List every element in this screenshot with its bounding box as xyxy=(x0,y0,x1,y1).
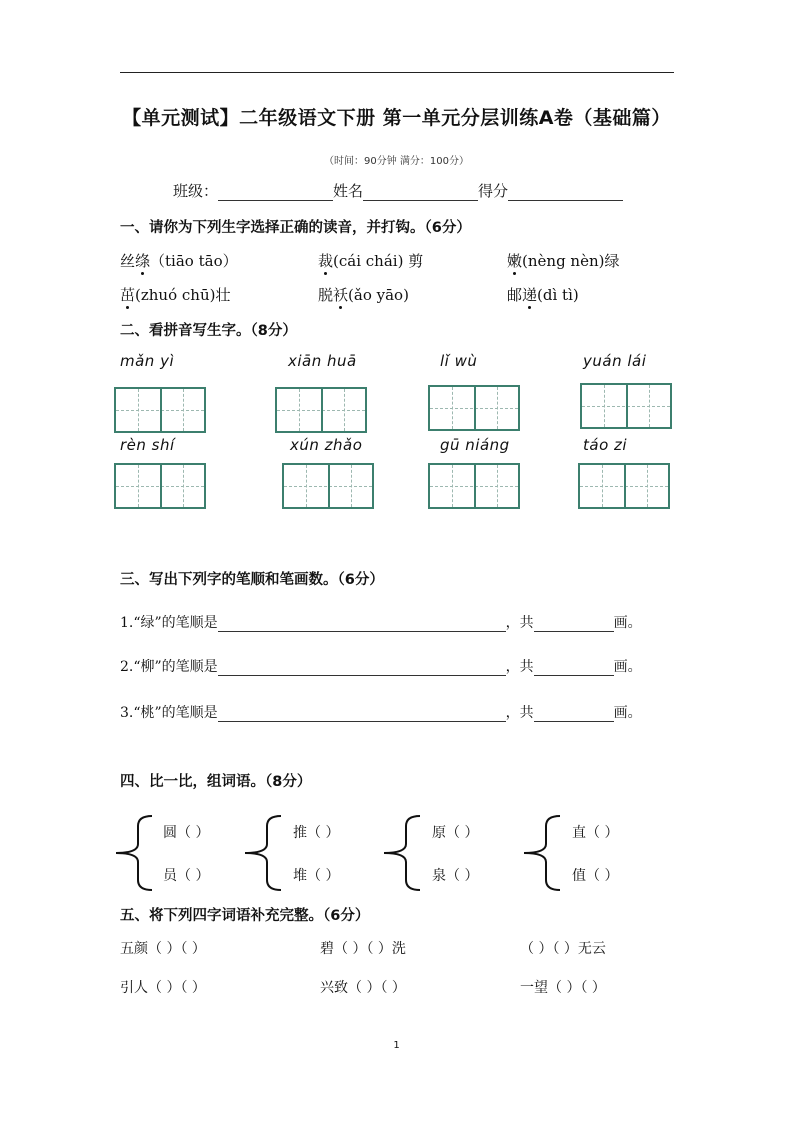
pinyin-label: lǐ wù xyxy=(440,352,478,370)
brace-icon xyxy=(241,814,291,892)
writing-grid[interactable] xyxy=(428,385,520,431)
stroke-order-item: 3.“桃”的笔顺是 ，共 画。 xyxy=(120,705,642,721)
pinyin-label: táo zi xyxy=(583,436,628,454)
pinyin-label: xún zhǎo xyxy=(290,436,363,454)
writing-grid[interactable] xyxy=(428,463,520,509)
page-number: 1 xyxy=(393,1040,400,1051)
idiom-fill-item[interactable]: 兴致（ ）（ ） xyxy=(320,980,406,996)
pinyin-label: yuán lái xyxy=(583,352,647,370)
idiom-fill-item[interactable]: （ ）（ ）无云 xyxy=(520,941,606,957)
name-label: 姓名 xyxy=(333,182,364,200)
score-blank[interactable] xyxy=(508,186,623,201)
idiom-fill-item[interactable]: 五颜（ ）（ ） xyxy=(120,941,206,957)
writing-grid[interactable] xyxy=(114,387,206,433)
name-blank[interactable] xyxy=(363,186,478,201)
stroke-count-blank[interactable] xyxy=(534,707,614,722)
section-1-heading: 一、请你为下列生字选择正确的读音，并打钩。（6分） xyxy=(120,220,471,236)
word-compare-item[interactable]: 圆（ ） xyxy=(163,825,210,841)
pinyin-label: rèn shí xyxy=(120,436,175,454)
class-blank[interactable] xyxy=(218,186,333,201)
section-5-heading: 五、将下列四字词语补充完整。（6分） xyxy=(120,908,370,924)
pinyin-label: mǎn yì xyxy=(120,352,175,370)
word-compare-item[interactable]: 值（ ） xyxy=(572,868,619,884)
brace-icon xyxy=(380,814,430,892)
writing-grid[interactable] xyxy=(578,463,670,509)
exam-meta: （时间：90分钟 满分：100分） xyxy=(324,156,469,167)
section-2-heading: 二、看拼音写生字。（8分） xyxy=(120,323,297,339)
stroke-order-blank[interactable] xyxy=(218,707,506,722)
page-title: 【单元测试】二年级语文下册 第一单元分层训练A卷（基础篇） xyxy=(122,107,671,129)
writing-grid[interactable] xyxy=(275,387,367,433)
stroke-order-blank[interactable] xyxy=(218,617,506,632)
pinyin-label: xiān huā xyxy=(288,352,357,370)
word-compare-item[interactable]: 泉（ ） xyxy=(432,868,479,884)
section-4-heading: 四、比一比，组词语。（8分） xyxy=(120,774,312,790)
writing-grid[interactable] xyxy=(114,463,206,509)
writing-grid[interactable] xyxy=(580,383,672,429)
brace-icon xyxy=(112,814,162,892)
stroke-count-blank[interactable] xyxy=(534,617,614,632)
pronunciation-item[interactable]: 脱袄(ǎo yāo) xyxy=(318,286,409,304)
word-compare-item[interactable]: 员（ ） xyxy=(163,868,210,884)
pronunciation-item[interactable]: 丝绦（tiāo tāo） xyxy=(120,252,238,270)
idiom-fill-item[interactable]: 一望（ ）（ ） xyxy=(520,980,606,996)
brace-icon xyxy=(520,814,570,892)
pronunciation-item[interactable]: 裁(cái chái) 剪 xyxy=(318,252,424,270)
word-compare-item[interactable]: 直（ ） xyxy=(572,825,619,841)
word-compare-item[interactable]: 堆（ ） xyxy=(293,868,340,884)
idiom-fill-item[interactable]: 引人（ ）（ ） xyxy=(120,980,206,996)
info-line xyxy=(173,180,623,201)
stroke-order-blank[interactable] xyxy=(218,661,506,676)
class-label: 班级： xyxy=(173,182,219,200)
stroke-order-item: 1.“绿”的笔顺是 ，共 画。 xyxy=(120,615,642,631)
pronunciation-item[interactable]: 邮递(dì tì) xyxy=(507,286,579,304)
writing-grid[interactable] xyxy=(282,463,374,509)
header-rule xyxy=(120,72,674,73)
stroke-order-item: 2.“柳”的笔顺是 ，共 画。 xyxy=(120,659,642,675)
pinyin-label: gū niáng xyxy=(440,436,510,454)
pronunciation-item[interactable]: 嫩(nèng nèn)绿 xyxy=(507,252,620,270)
word-compare-item[interactable]: 原（ ） xyxy=(432,825,479,841)
idiom-fill-item[interactable]: 碧（ ）（ ）洗 xyxy=(320,941,406,957)
word-compare-item[interactable]: 推（ ） xyxy=(293,825,340,841)
score-label: 得分 xyxy=(478,182,509,200)
stroke-count-blank[interactable] xyxy=(534,661,614,676)
section-3-heading: 三、写出下列字的笔顺和笔画数。（6分） xyxy=(120,572,384,588)
pronunciation-item[interactable]: 茁(zhuó chū)壮 xyxy=(120,286,231,304)
